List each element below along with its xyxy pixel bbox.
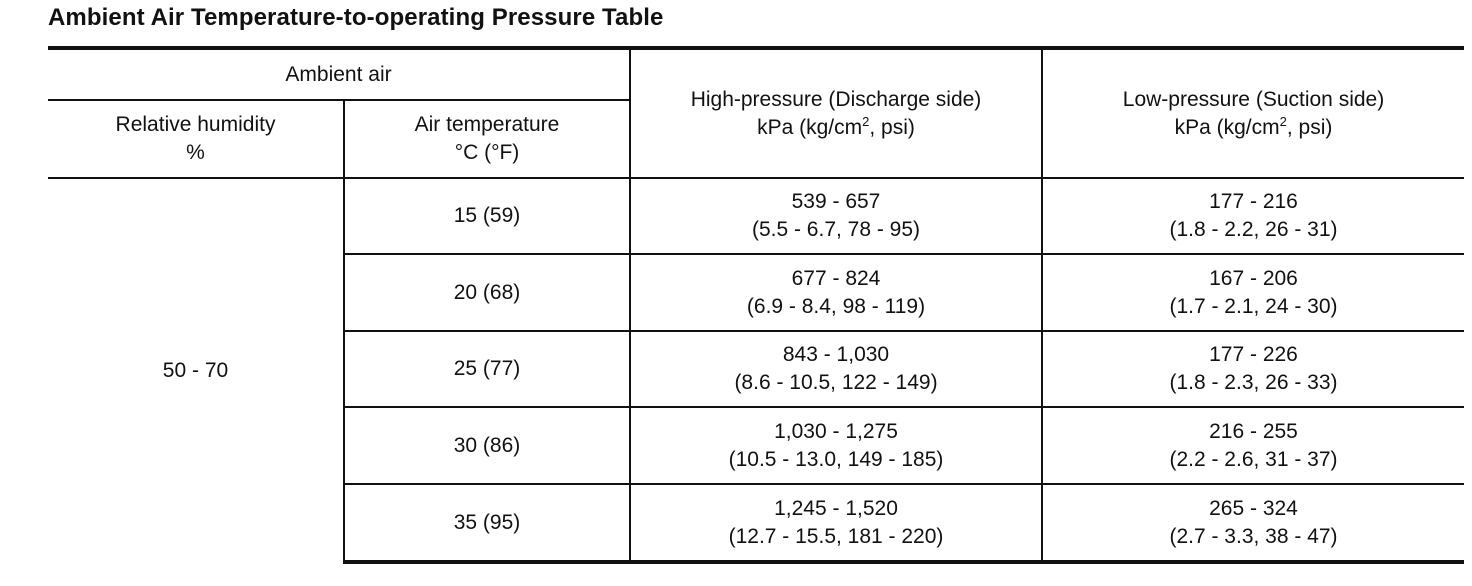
header-high-pressure	[630, 48, 1042, 178]
air-temp-cell: 20 (68)	[344, 254, 630, 331]
low-pressure-cell	[1042, 254, 1464, 331]
high-pressure-kpa: 539 - 657	[791, 190, 881, 213]
low-pressure-alt: (1.8 - 2.2, 26 - 31)	[1169, 218, 1338, 241]
high-pressure-kpa: 677 - 824	[791, 266, 881, 290]
high-pressure-cell	[630, 407, 1042, 484]
low-pressure-kpa: 265 - 324	[1209, 496, 1298, 520]
table-row	[48, 178, 1464, 254]
header-relative-humidity-unit: %	[186, 141, 205, 164]
high-pressure-cell	[630, 331, 1042, 407]
high-pressure-cell	[630, 254, 1042, 331]
pressure-table	[48, 46, 1464, 564]
high-pressure-kpa: 1,245 - 1,520	[774, 496, 898, 520]
air-temp-cell: 25 (77)	[344, 331, 630, 407]
high-pressure-cell	[630, 178, 1042, 254]
low-pressure-kpa: 177 - 216	[1209, 190, 1298, 213]
low-pressure-kpa: 216 - 255	[1209, 419, 1298, 443]
header-ambient-air	[48, 48, 630, 100]
low-pressure-kpa: 167 - 206	[1209, 266, 1298, 290]
high-pressure-alt: (12.7 - 15.5, 181 - 220)	[728, 524, 944, 548]
humidity-cell: 50 - 70	[162, 358, 229, 382]
header-relative-humidity	[48, 100, 344, 178]
high-pressure-cell	[630, 484, 1042, 562]
header-relative-humidity-label: Relative humidity	[115, 113, 276, 136]
high-pressure-alt: (8.6 - 10.5, 122 - 149)	[734, 371, 938, 394]
air-temp-cell: 15 (59)	[344, 178, 630, 254]
header-low-pressure-label: Low-pressure (Suction side)	[1122, 87, 1385, 111]
header-air-temperature	[344, 100, 630, 178]
header-low-pressure-unit: kPa ($kg/cm^2$, psi)	[1174, 113, 1333, 139]
high-pressure-kpa: 1,030 - 1,275	[774, 419, 898, 443]
air-temp-cell: 30 (86)	[344, 407, 630, 484]
low-pressure-kpa: 177 - 226	[1209, 343, 1298, 366]
high-pressure-kpa: 843 - 1,030	[782, 343, 890, 366]
low-pressure-cell	[1042, 178, 1464, 254]
high-pressure-alt: (5.5 - 6.7, 78 - 95)	[751, 218, 921, 241]
low-pressure-alt: (2.7 - 3.3, 38 - 47)	[1169, 524, 1338, 548]
low-pressure-cell	[1042, 331, 1464, 407]
header-high-pressure-label: High-pressure (Discharge side)	[690, 87, 982, 111]
high-pressure-alt: (10.5 - 13.0, 149 - 185)	[728, 447, 944, 471]
low-pressure-cell	[1042, 407, 1464, 484]
header-high-pressure-unit: kPa ($kg/cm^2$, psi)	[757, 113, 915, 139]
low-pressure-alt: (1.8 - 2.3, 26 - 33)	[1169, 371, 1338, 394]
low-pressure-alt: (1.7 - 2.1, 24 - 30)	[1169, 294, 1338, 318]
low-pressure-cell	[1042, 484, 1464, 562]
low-pressure-alt: (2.2 - 2.6, 31 - 37)	[1169, 447, 1338, 471]
table-title: Ambient Air Temperature-to-operating Pressure Table	[48, 4, 664, 31]
header-low-pressure	[1042, 48, 1464, 178]
high-pressure-alt: (6.9 - 8.4, 98 - 119)	[746, 294, 926, 318]
header-air-temperature-label: Air temperature	[414, 113, 560, 136]
header-air-temperature-unit: °C (°F)	[454, 141, 520, 164]
air-temp-cell: 35 (95)	[344, 484, 630, 562]
header-ambient-air-label: Ambient air	[285, 62, 392, 86]
